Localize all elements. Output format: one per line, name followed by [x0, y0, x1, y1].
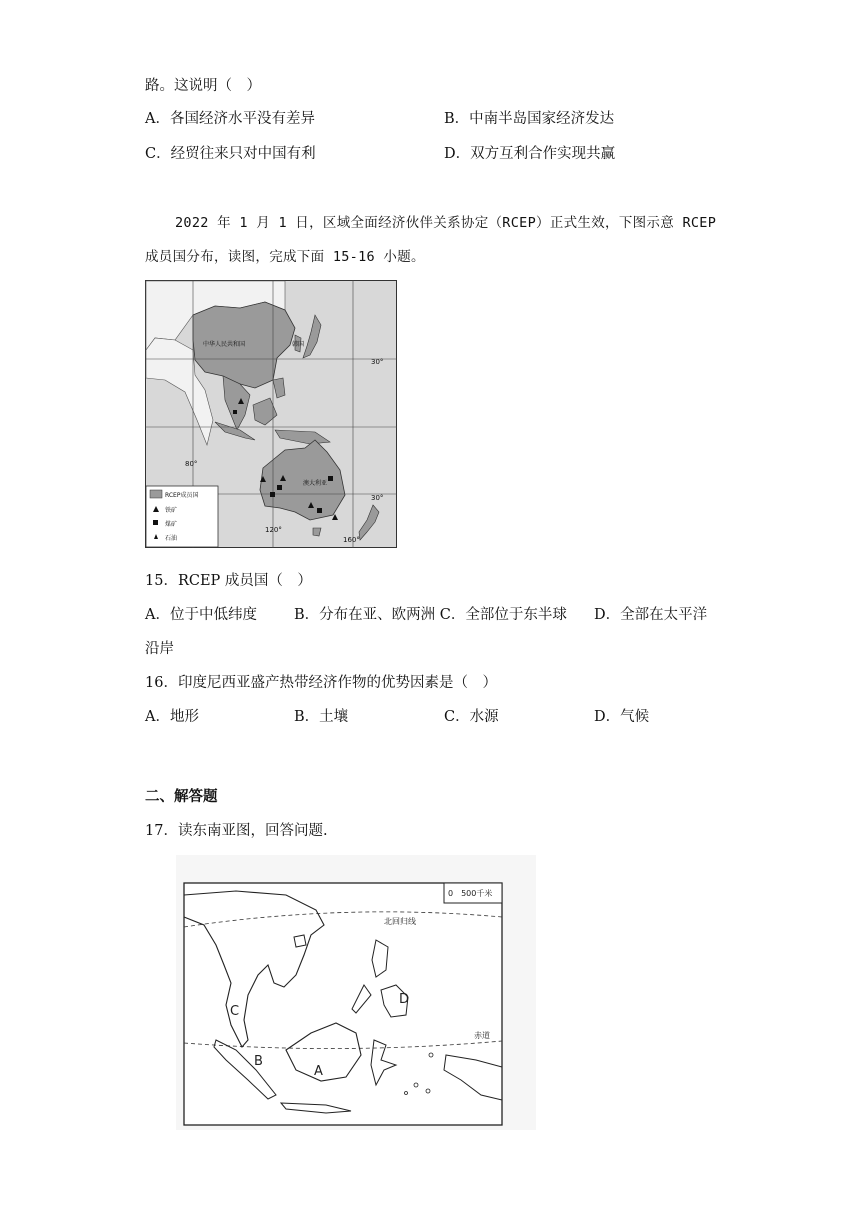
legend-iron: 铁矿	[165, 507, 178, 514]
map1-lat-30n: 30°	[371, 358, 384, 366]
map2-point-b: B	[254, 1054, 263, 1069]
southeast-asia-map	[176, 855, 536, 1130]
map1-label-australia: 澳大利亚	[303, 480, 328, 487]
map2-point-d: D	[399, 992, 410, 1007]
q17-stem: 17．读东南亚图，回答问题.	[145, 823, 328, 839]
q15-stem: 15．RCEP 成员国（ ）	[145, 573, 312, 589]
legend-coal: 煤矿	[165, 521, 178, 528]
map1-lon-80: 80°	[185, 460, 198, 468]
map1-legend	[146, 486, 218, 547]
section-title: 二、解答题	[145, 788, 218, 805]
rcep-map	[145, 280, 397, 548]
map1-label-korea: 韩国	[292, 341, 305, 348]
q14-option-d: D．双方互利合作实现共赢	[444, 146, 616, 162]
legend-oil: 石油	[165, 535, 178, 542]
q15-option-d-wrap: 沿岸	[145, 641, 174, 657]
map2-point-c: C	[230, 1004, 240, 1019]
q16-option-b: B．土壤	[294, 709, 349, 725]
map2-point-a: A	[314, 1064, 323, 1079]
map1-lat-30s: 30°	[371, 494, 384, 502]
q15-option-a: A．位于中低纬度	[145, 607, 257, 623]
intro-line-2: 成员国分布，读图，完成下面 15-16 小题。	[145, 249, 425, 265]
map1-lon-120: 120°	[265, 526, 282, 534]
legend-member: RCEP成员国	[165, 492, 199, 499]
q14-option-a: A．各国经济水平没有差异	[145, 111, 315, 127]
map1-lon-160: 160°	[343, 536, 360, 544]
q15-option-d: D．全部在太平洋	[594, 607, 708, 623]
q14-option-b: B．中南半岛国家经济发达	[444, 111, 615, 127]
map2-equator-label: 赤道	[474, 1031, 490, 1040]
intro-line-1: 2022 年 1 月 1 日，区域全面经济伙伴关系协定（RCEP）正式生效，下图示意 RCEP	[175, 215, 717, 231]
q16-option-c: C．水源	[444, 709, 499, 725]
q14-stem-tail: 路。这说明（ ）	[145, 78, 261, 94]
q14-option-c: C．经贸往来只对中国有利	[145, 146, 316, 162]
q16-option-d: D．气候	[594, 709, 650, 725]
q16-stem: 16．印度尼西亚盛产热带经济作物的优势因素是（ ）	[145, 675, 497, 691]
q15-option-bc: B．分布在亚、欧两洲 C．全部位于东半球	[294, 607, 567, 623]
scale-bar	[444, 883, 502, 903]
map2-scale-label: 0 500千米	[448, 889, 493, 898]
map1-label-china: 中华人民共和国	[203, 341, 246, 348]
q16-option-a: A．地形	[145, 709, 199, 725]
map2-tropic-label: 北回归线	[384, 917, 416, 926]
